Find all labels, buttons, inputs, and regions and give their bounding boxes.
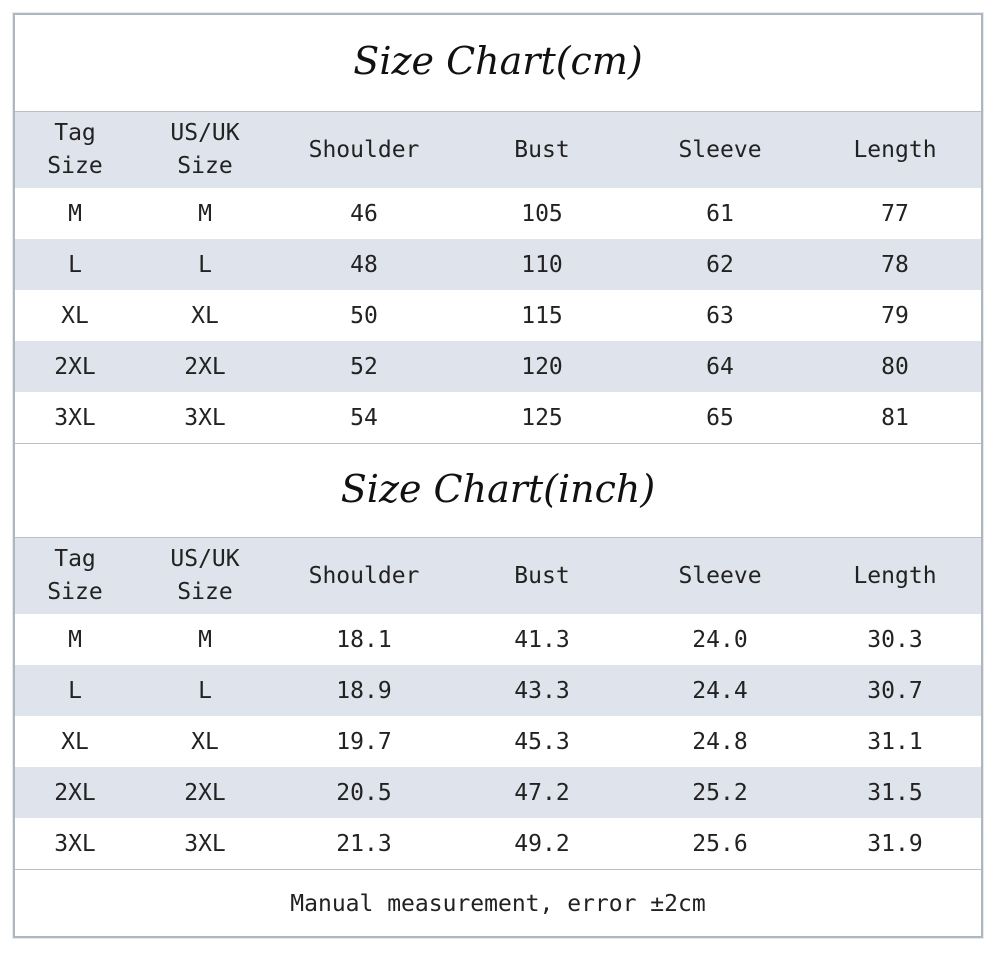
cell-bust: 47.2 <box>514 779 570 806</box>
header-length: Length <box>853 562 937 589</box>
table-row <box>15 767 981 818</box>
cell-tag-size: 3XL <box>54 830 96 857</box>
cell-tag-size: M <box>68 200 82 227</box>
table-row <box>15 188 981 239</box>
inch-chart-title: Size Chart(inch) <box>340 467 656 511</box>
cell-bust: 43.3 <box>514 677 570 704</box>
cell-length: 80 <box>881 353 909 380</box>
cell-tag-size: XL <box>61 728 89 755</box>
cell-bust: 125 <box>521 404 563 431</box>
cell-shoulder: 46 <box>350 200 378 227</box>
cell-length: 31.9 <box>867 830 923 857</box>
cell-sleeve: 62 <box>706 251 734 278</box>
cell-shoulder: 20.5 <box>336 779 392 806</box>
divider <box>15 869 981 870</box>
cell-length: 77 <box>881 200 909 227</box>
cm-size-table <box>15 112 981 443</box>
cell-length: 30.7 <box>867 677 923 704</box>
cell-shoulder: 19.7 <box>336 728 392 755</box>
cell-us-uk-size: 2XL <box>184 779 226 806</box>
cell-tag-size: 2XL <box>54 779 96 806</box>
cell-us-uk-size: 3XL <box>184 830 226 857</box>
cell-us-uk-size: M <box>198 200 212 227</box>
divider <box>15 443 981 444</box>
table-row <box>15 239 981 290</box>
header-sleeve: Sleeve <box>678 562 762 589</box>
header-bust: Bust <box>514 136 570 163</box>
table-row <box>15 341 981 392</box>
cell-tag-size: M <box>68 626 82 653</box>
cell-bust: 110 <box>521 251 563 278</box>
cell-shoulder: 18.9 <box>336 677 392 704</box>
cell-us-uk-size: XL <box>191 302 219 329</box>
cell-bust: 41.3 <box>514 626 570 653</box>
cell-tag-size: 2XL <box>54 353 96 380</box>
cell-length: 30.3 <box>867 626 923 653</box>
header-tag-size: Tag Size <box>47 546 103 605</box>
cell-tag-size: L <box>68 677 82 704</box>
cell-length: 31.1 <box>867 728 923 755</box>
cell-sleeve: 25.6 <box>692 830 748 857</box>
cell-shoulder: 54 <box>350 404 378 431</box>
measurement-note: Manual measurement, error ±2cm <box>290 891 706 917</box>
table-row <box>15 818 981 869</box>
table-row <box>15 716 981 767</box>
table-header-row <box>15 112 981 188</box>
cell-tag-size: L <box>68 251 82 278</box>
header-us-uk-size: US/UK Size <box>170 546 240 605</box>
cell-bust: 45.3 <box>514 728 570 755</box>
cell-tag-size: XL <box>61 302 89 329</box>
cell-sleeve: 61 <box>706 200 734 227</box>
cell-shoulder: 48 <box>350 251 378 278</box>
cell-shoulder: 21.3 <box>336 830 392 857</box>
cell-sleeve: 63 <box>706 302 734 329</box>
table-row <box>15 290 981 341</box>
table-row <box>15 665 981 716</box>
cell-bust: 49.2 <box>514 830 570 857</box>
inch-size-table <box>15 538 981 869</box>
cell-sleeve: 65 <box>706 404 734 431</box>
table-row <box>15 392 981 443</box>
cell-bust: 105 <box>521 200 563 227</box>
cell-length: 31.5 <box>867 779 923 806</box>
header-shoulder: Shoulder <box>308 136 420 163</box>
cell-us-uk-size: 2XL <box>184 353 226 380</box>
header-tag-size: Tag Size <box>47 120 103 179</box>
cell-sleeve: 64 <box>706 353 734 380</box>
size-chart-frame <box>13 13 983 938</box>
header-bust: Bust <box>514 562 570 589</box>
cell-bust: 115 <box>521 302 563 329</box>
cell-bust: 120 <box>521 353 563 380</box>
cell-sleeve: 24.4 <box>692 677 748 704</box>
cell-us-uk-size: L <box>198 251 212 278</box>
cell-us-uk-size: L <box>198 677 212 704</box>
cell-length: 79 <box>881 302 909 329</box>
cell-us-uk-size: 3XL <box>184 404 226 431</box>
cell-us-uk-size: XL <box>191 728 219 755</box>
cm-chart-title: Size Chart(cm) <box>353 39 643 83</box>
header-length: Length <box>853 136 937 163</box>
table-row <box>15 614 981 665</box>
cell-length: 81 <box>881 404 909 431</box>
cell-length: 78 <box>881 251 909 278</box>
cell-sleeve: 25.2 <box>692 779 748 806</box>
cell-shoulder: 18.1 <box>336 626 392 653</box>
cell-us-uk-size: M <box>198 626 212 653</box>
header-sleeve: Sleeve <box>678 136 762 163</box>
header-us-uk-size: US/UK Size <box>170 120 240 179</box>
table-header-row <box>15 538 981 614</box>
cell-tag-size: 3XL <box>54 404 96 431</box>
cell-sleeve: 24.0 <box>692 626 748 653</box>
header-shoulder: Shoulder <box>308 562 420 589</box>
cell-shoulder: 50 <box>350 302 378 329</box>
cell-sleeve: 24.8 <box>692 728 748 755</box>
cell-shoulder: 52 <box>350 353 378 380</box>
